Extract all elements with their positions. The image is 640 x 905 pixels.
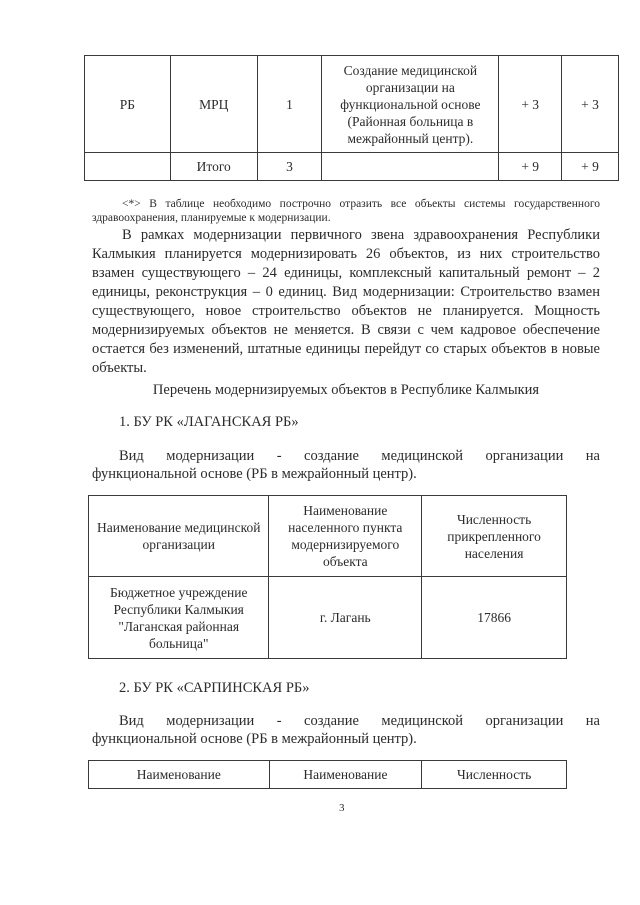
description-cell: Создание медицинской организации на функциональной основе (Районная больница в межрайонный центр). [322,56,499,153]
section-1-heading: 1. БУ РК «ЛАГАНСКАЯ РБ» [119,414,299,430]
total-count-cell: 3 [257,153,322,181]
value-cell: + 3 [562,56,619,153]
list-title: Перечень модернизируемых объектов в Республике Калмыкия [152,382,540,398]
header-cell: Наименование [269,761,422,789]
table-header-row [89,496,567,577]
paragraph-modernization: В рамках модернизации первичного звена здравоохранения Республики Калмыкия планируется модернизировать 26 объектов, из них строительство взамен существующего – 24 единицы, комплексный капитальный ремонт – 2 единицы, реконструкция – 0 единиц. Вид модернизации: Строительство взамен существующего, новое строительство объектов не планируется. Мощность модернизируемых объектов не меняется. В связи с чем кадровое обеспечение остается без изменений, штатные единицы перейдут со старых объектов в новые объекты. [92,227,600,376]
section-2-mod-type-line1: Вид модернизации - создание медицинской организации на [119,713,600,729]
table-header-row [89,761,567,789]
header-cell: Наименование населенного пункта модернизируемого объекта [269,496,422,577]
table-row [89,577,567,659]
footnote: <*> В таблице необходимо построчно отразить все объекты системы государственного здравоохранения, планируемые к модернизации. [92,198,600,224]
settlement-cell: г. Лагань [269,577,422,659]
section-1-mod-type-line2: функциональной основе (РБ в межрайонный центр). [92,466,417,482]
header-cell: Численность прикрепленного населения [422,496,567,577]
table-row [85,56,619,153]
top-table [84,55,619,181]
region-cell: РБ [85,56,171,153]
section-2-mod-type-line2: функциональной основе (РБ в межрайонный центр). [92,731,417,747]
population-cell: 17866 [422,577,567,659]
section-1-mod-type-line1: Вид модернизации - создание медицинской организации на [119,448,600,464]
count-cell: 1 [257,56,322,153]
total-label-cell: Итого [170,153,257,181]
section-2-table [88,760,567,789]
table-row [85,153,619,181]
page-number: 3 [339,802,345,814]
empty-cell [85,153,171,181]
type-cell: МРЦ [170,56,257,153]
header-cell: Численность [422,761,567,789]
header-cell: Наименование медицинской организации [89,496,269,577]
organization-cell: Бюджетное учреждение Республики Калмыкия "Лаганская районная больница" [89,577,269,659]
header-cell: Наименование [89,761,270,789]
section-1-table [88,495,567,659]
value-cell: + 3 [499,56,562,153]
total-value-cell: + 9 [562,153,619,181]
empty-cell [322,153,499,181]
total-value-cell: + 9 [499,153,562,181]
section-2-heading: 2. БУ РК «САРПИНСКАЯ РБ» [119,680,310,696]
